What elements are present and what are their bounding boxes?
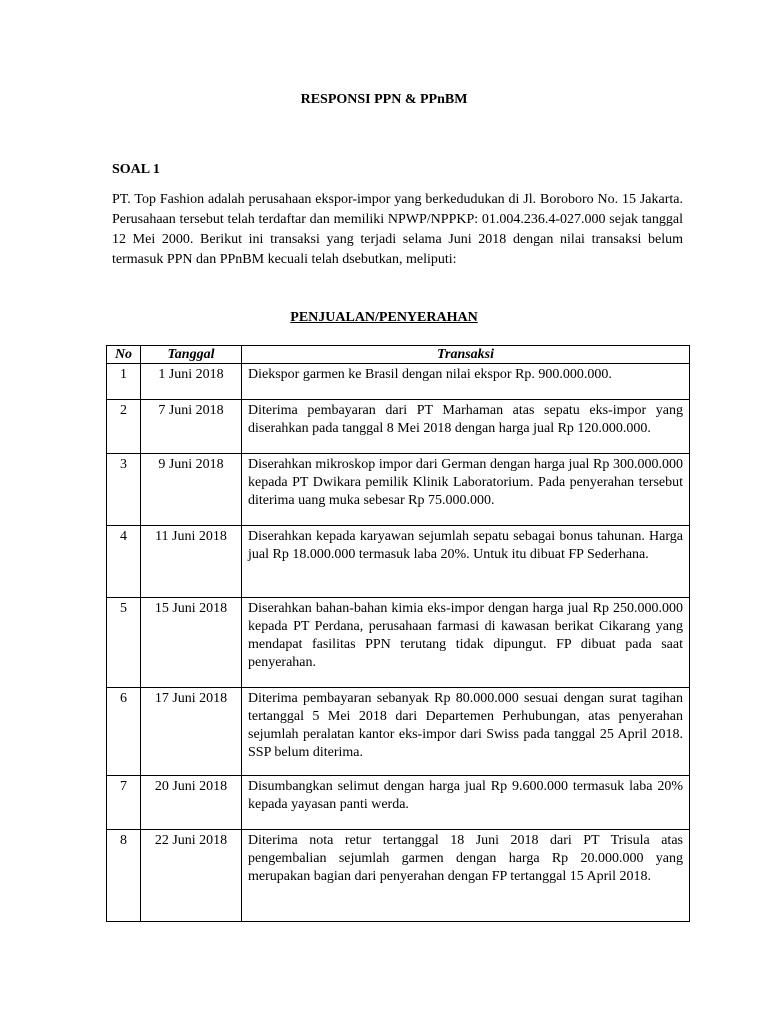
row-description: Diterima pembayaran sebanyak Rp 80.000.000 sesuai dengan surat tagihan tertanggal 5 Mei 2018 dari Departemen Perhubungan, atas penyerahan sejumlah peralatan kantor eks-impor dari Swiss pada tanggal 25 April 2018. SSP belum diterima. xyxy=(242,688,690,776)
header-transaksi: Transaksi xyxy=(242,346,690,364)
table-row xyxy=(107,454,690,526)
header-no: No xyxy=(107,346,141,364)
table-title: PENJUALAN/PENYERAHAN xyxy=(290,310,478,325)
row-description: Disumbangkan selimut dengan harga jual Rp 9.600.000 termasuk laba 20% kepada yayasan panti werda. xyxy=(242,776,690,830)
header-tanggal: Tanggal xyxy=(141,346,242,364)
row-description: Diekspor garmen ke Brasil dengan nilai ekspor Rp. 900.000.000. xyxy=(242,364,690,400)
row-no: 1 xyxy=(107,364,141,400)
intro-paragraph: PT. Top Fashion adalah perusahaan ekspor-impor yang berkedudukan di Jl. Boroboro No. 15 Jakarta. Perusahaan tersebut telah terdaftar dan memiliki NPWP/NPPKP: 01.004.236.4-027.000 sejak tanggal 12 Mei 2000. Berikut ini transaksi yang terjadi selama Juni 2018 dengan nilai transaksi belum termasuk PPN dan PPnBM kecuali telah dsebutkan, meliputi: xyxy=(112,192,683,267)
section-heading: SOAL 1 xyxy=(112,162,160,177)
row-no: 7 xyxy=(107,776,141,830)
row-date: 7 Juni 2018 xyxy=(141,400,242,454)
row-no: 6 xyxy=(107,688,141,776)
row-description: Diserahkan bahan-bahan kimia eks-impor dengan harga jual Rp 250.000.000 kepada PT Perdana, perusahaan farmasi di kawasan berikat Cikarang yang mendapat fasilitas PPN terutang tidak dipungut. FP dibuat pada saat penyerahan. xyxy=(242,598,690,688)
row-description: Diterima nota retur tertanggal 18 Juni 2018 dari PT Trisula atas pengembalian sejumlah garmen dengan harga Rp 20.000.000 yang merupakan bagian dari penyerahan dengan FP tertanggal 15 April 2018. xyxy=(242,830,690,922)
table-row xyxy=(107,400,690,454)
row-date: 15 Juni 2018 xyxy=(141,598,242,688)
document-title: RESPONSI PPN & PPnBM xyxy=(300,92,468,107)
row-date: 22 Juni 2018 xyxy=(141,830,242,922)
row-date: 17 Juni 2018 xyxy=(141,688,242,776)
table-body xyxy=(107,364,690,922)
row-description: Diserahkan mikroskop impor dari German dengan harga jual Rp 300.000.000 kepada PT Dwikara pemilik Klinik Laboratorium. Pada penyerahan tersebut diterima uang muka sebesar Rp 75.000.000. xyxy=(242,454,690,526)
transactions-table xyxy=(106,345,690,922)
table-row xyxy=(107,776,690,830)
row-no: 2 xyxy=(107,400,141,454)
row-no: 4 xyxy=(107,526,141,598)
row-date: 1 Juni 2018 xyxy=(141,364,242,400)
row-no: 5 xyxy=(107,598,141,688)
row-description: Diserahkan kepada karyawan sejumlah sepatu sebagai bonus tahunan. Harga jual Rp 18.000.000 termasuk laba 20%. Untuk itu dibuat FP Sederhana. xyxy=(242,526,690,598)
table-header-row xyxy=(107,346,690,364)
table-row xyxy=(107,364,690,400)
table-row xyxy=(107,688,690,776)
row-no: 8 xyxy=(107,830,141,922)
table-header xyxy=(107,346,690,364)
table-row xyxy=(107,830,690,922)
row-description: Diterima pembayaran dari PT Marhaman atas sepatu eks-impor yang diserahkan pada tanggal 8 Mei 2018 dengan harga jual Rp 120.000.000. xyxy=(242,400,690,454)
row-no: 3 xyxy=(107,454,141,526)
row-date: 9 Juni 2018 xyxy=(141,454,242,526)
row-date: 11 Juni 2018 xyxy=(141,526,242,598)
table-row xyxy=(107,598,690,688)
table-row xyxy=(107,526,690,598)
row-date: 20 Juni 2018 xyxy=(141,776,242,830)
